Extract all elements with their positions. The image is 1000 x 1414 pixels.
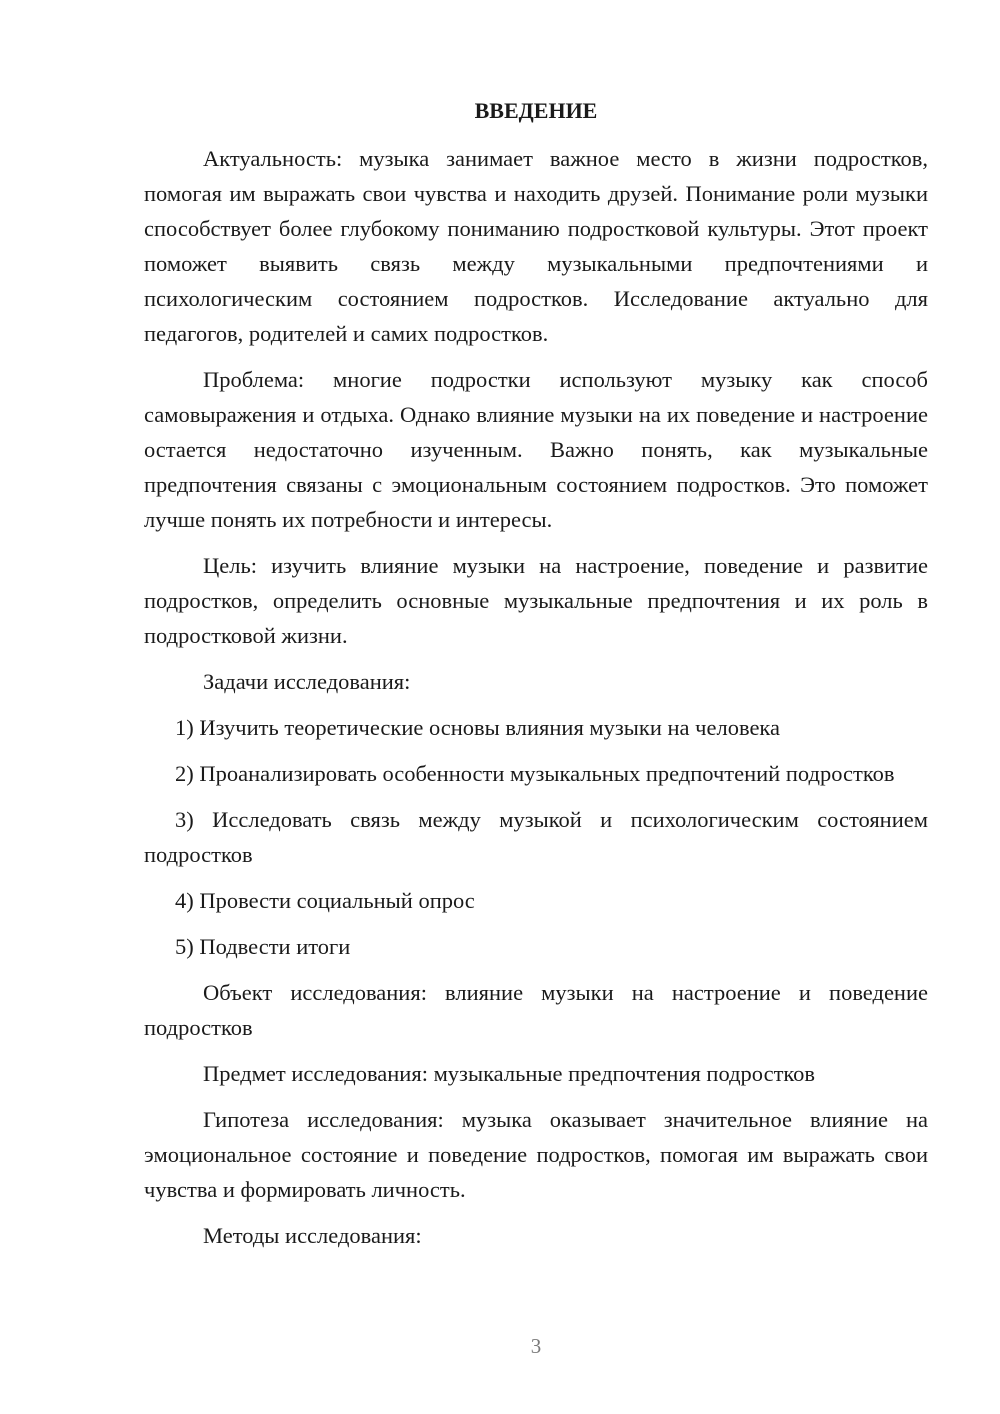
tasks-heading: Задачи исследования:: [203, 669, 411, 694]
page-number: 3: [530, 1334, 542, 1358]
task-item-5: 5) Подвести итоги: [175, 934, 351, 959]
object-paragraph: Объект исследования: влияние музыки на настроение и поведение подростков: [144, 980, 928, 1040]
hypothesis-paragraph: Гипотеза исследования: музыка оказывает значительное влияние на эмоциональное состояние и поведение подростков, помогая им выражать свои чувства и формировать личность.: [144, 1107, 928, 1202]
methods-paragraph: Методы исследования:: [203, 1223, 422, 1248]
section-heading: ВВЕДЕНИЕ: [474, 98, 598, 123]
goal-paragraph: Цель: изучить влияние музыки на настроение, поведение и развитие подростков, определить основные музыкальные предпочтения и их роль в подростковой жизни.: [144, 553, 928, 648]
task-item-1: 1) Изучить теоретические основы влияния музыки на человека: [175, 715, 781, 740]
document-body: [144, 141, 928, 1264]
task-item-4: 4) Провести социальный опрос: [175, 888, 475, 913]
task-item-2: 2) Проанализировать особенности музыкальных предпочтений подростков: [175, 761, 895, 786]
problem-paragraph: Проблема: многие подростки используют музыку как способ самовыражения и отдыха. Однако влияние музыки на их поведение и настроение остается недостаточно изученным. Важно понять, как музыкальные предпочтения связаны с эмоциональным состоянием подростков. Это поможет лучше понять их потребности и интересы.: [144, 367, 928, 532]
subject-paragraph: Предмет исследования: музыкальные предпочтения подростков: [203, 1061, 816, 1086]
relevance-paragraph: Актуальность: музыка занимает важное место в жизни подростков, помогая им выражать свои чувства и находить друзей. Понимание роли музыки способствует более глубокому пониманию подростковой культуры. Этот проект поможет выявить связь между музыкальными предпочтениями и психологическим состоянием подростков. Исследование актуально для педагогов, родителей и самих подростков.: [144, 146, 928, 346]
task-item-3: 3) Исследовать связь между музыкой и психологическим состоянием подростков: [144, 807, 928, 867]
